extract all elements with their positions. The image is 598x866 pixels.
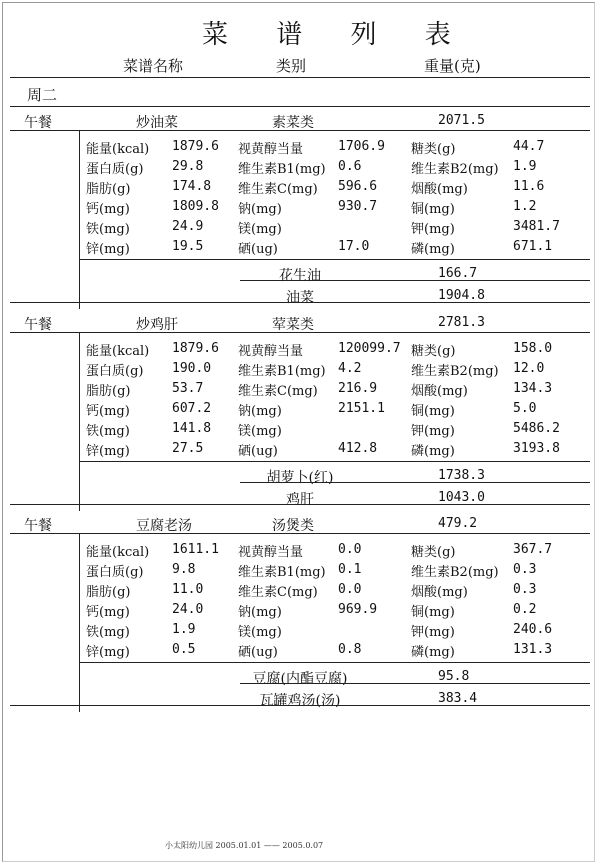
nutrient-value: 0.3 bbox=[513, 562, 537, 577]
nutrient-label: 维生素B1(mg) bbox=[238, 364, 326, 379]
nutrient-label: 维生素C(mg) bbox=[238, 585, 318, 600]
nutrient-label: 镁(mg) bbox=[238, 424, 282, 439]
nutrient-value: 19.5 bbox=[172, 239, 204, 254]
nutrient-value: 1879.6 bbox=[172, 139, 219, 154]
nutrient-rule bbox=[79, 662, 590, 663]
nutrient-value: 240.6 bbox=[513, 622, 553, 637]
day-label: 周二 bbox=[27, 86, 58, 104]
nutrient-value: 0.0 bbox=[338, 542, 362, 557]
dish-category: 素菜类 bbox=[272, 115, 314, 131]
dish-weight: 2781.3 bbox=[438, 315, 485, 330]
nutrient-value: 1879.6 bbox=[172, 341, 219, 356]
nutrient-value: 216.9 bbox=[338, 381, 378, 396]
nutrient-value: 5486.2 bbox=[513, 421, 560, 436]
dish-category: 荤菜类 bbox=[272, 317, 314, 333]
header-category: 类别 bbox=[276, 57, 307, 75]
dish-rule bbox=[80, 332, 590, 333]
nutrient-label: 锌(mg) bbox=[86, 242, 130, 257]
nutrient-value: 0.2 bbox=[513, 602, 537, 617]
nutrient-label: 维生素B2(mg) bbox=[411, 162, 499, 177]
dish-category: 汤煲类 bbox=[272, 518, 314, 534]
nutrient-label: 视黄醇当量 bbox=[238, 545, 304, 560]
nutrient-label: 铁(mg) bbox=[86, 625, 130, 640]
nutrient-value: 1611.1 bbox=[172, 542, 219, 557]
section-end-rule bbox=[10, 705, 590, 706]
ingredient-weight: 383.4 bbox=[438, 691, 478, 706]
header-rule bbox=[10, 77, 590, 78]
nutrient-label: 烟酸(mg) bbox=[411, 182, 468, 197]
footer-text: 小太阳幼儿园 2005.01.01 —— 2005.0.07 bbox=[165, 841, 324, 850]
nutrient-label: 糖类(g) bbox=[411, 545, 456, 560]
nutrient-value: 24.9 bbox=[172, 219, 204, 234]
nutrient-value: 3481.7 bbox=[513, 219, 560, 234]
nutrient-value: 671.1 bbox=[513, 239, 553, 254]
nutrient-label: 钠(mg) bbox=[238, 404, 282, 419]
nutrient-label: 硒(ug) bbox=[238, 645, 278, 660]
nutrient-value: 4.2 bbox=[338, 361, 362, 376]
section-end-rule bbox=[10, 302, 590, 303]
dish-rule-left bbox=[10, 332, 90, 333]
nutrient-label: 铁(mg) bbox=[86, 222, 130, 237]
nutrient-label: 硒(ug) bbox=[238, 444, 278, 459]
nutrient-value: 0.1 bbox=[338, 562, 362, 577]
nutrient-value: 120099.7 bbox=[338, 341, 401, 356]
nutrient-label: 维生素C(mg) bbox=[238, 384, 318, 399]
ingredient-name: 油菜 bbox=[286, 290, 314, 306]
nutrient-value: 0.5 bbox=[172, 642, 196, 657]
nutrient-label: 烟酸(mg) bbox=[411, 384, 468, 399]
nutrient-value: 2151.1 bbox=[338, 401, 385, 416]
nutrient-value: 190.0 bbox=[172, 361, 212, 376]
nutrient-value: 969.9 bbox=[338, 602, 378, 617]
nutrient-value: 5.0 bbox=[513, 401, 537, 416]
nutrient-label: 糖类(g) bbox=[411, 344, 456, 359]
nutrient-label: 磷(mg) bbox=[411, 444, 455, 459]
ingredient-name: 豆腐(内酯豆腐) bbox=[252, 671, 348, 687]
nutrient-label: 锌(mg) bbox=[86, 645, 130, 660]
nutrient-value: 1706.9 bbox=[338, 139, 385, 154]
nutrient-value: 11.0 bbox=[172, 582, 204, 597]
nutrient-value: 44.7 bbox=[513, 139, 545, 154]
nutrient-value: 27.5 bbox=[172, 441, 204, 456]
nutrient-value: 0.0 bbox=[338, 582, 362, 597]
dish-name: 炒油菜 bbox=[136, 115, 178, 131]
nutrient-value: 174.8 bbox=[172, 179, 212, 194]
nutrient-label: 钠(mg) bbox=[238, 605, 282, 620]
ingredient-weight: 1738.3 bbox=[438, 468, 485, 483]
nutrient-value: 53.7 bbox=[172, 381, 204, 396]
nutrient-block-divider bbox=[79, 333, 80, 511]
nutrient-label: 铜(mg) bbox=[411, 202, 455, 217]
meal-label: 午餐 bbox=[24, 115, 52, 131]
nutrient-label: 铜(mg) bbox=[411, 404, 455, 419]
nutrient-label: 锌(mg) bbox=[86, 444, 130, 459]
nutrient-label: 视黄醇当量 bbox=[238, 142, 304, 157]
nutrient-label: 维生素B1(mg) bbox=[238, 565, 326, 580]
nutrient-label: 钾(mg) bbox=[411, 424, 455, 439]
nutrient-value: 0.6 bbox=[338, 159, 362, 174]
nutrient-label: 能量(kcal) bbox=[86, 344, 150, 359]
nutrient-label: 烟酸(mg) bbox=[411, 585, 468, 600]
meal-label: 午餐 bbox=[24, 518, 52, 534]
nutrient-label: 钠(mg) bbox=[238, 202, 282, 217]
nutrient-value: 3193.8 bbox=[513, 441, 560, 456]
nutrient-value: 1809.8 bbox=[172, 199, 219, 214]
nutrient-label: 钾(mg) bbox=[411, 625, 455, 640]
nutrient-label: 脂肪(g) bbox=[86, 585, 131, 600]
ingredient-name: 花生油 bbox=[279, 268, 321, 284]
nutrient-block-divider bbox=[79, 131, 80, 309]
nutrient-label: 钙(mg) bbox=[86, 202, 130, 217]
dish-rule-left bbox=[10, 533, 90, 534]
meal-label: 午餐 bbox=[24, 317, 52, 333]
dish-name: 炒鸡肝 bbox=[136, 317, 178, 333]
ingredient-name: 鸡肝 bbox=[286, 492, 314, 508]
nutrient-label: 能量(kcal) bbox=[86, 142, 150, 157]
nutrient-value: 134.3 bbox=[513, 381, 553, 396]
nutrient-value: 9.8 bbox=[172, 562, 196, 577]
nutrient-label: 蛋白质(g) bbox=[86, 565, 144, 580]
nutrient-value: 412.8 bbox=[338, 441, 378, 456]
nutrient-label: 视黄醇当量 bbox=[238, 344, 304, 359]
ingredient-rule bbox=[240, 482, 590, 483]
nutrient-label: 蛋白质(g) bbox=[86, 364, 144, 379]
dish-weight: 2071.5 bbox=[438, 113, 485, 128]
page-title: 菜 谱 列 表 bbox=[202, 20, 471, 50]
nutrient-label: 脂肪(g) bbox=[86, 182, 131, 197]
nutrient-value: 29.8 bbox=[172, 159, 204, 174]
nutrient-value: 1.2 bbox=[513, 199, 537, 214]
nutrient-value: 17.0 bbox=[338, 239, 370, 254]
nutrient-label: 维生素B1(mg) bbox=[238, 162, 326, 177]
nutrient-label: 钙(mg) bbox=[86, 404, 130, 419]
nutrient-label: 钙(mg) bbox=[86, 605, 130, 620]
nutrient-value: 11.6 bbox=[513, 179, 545, 194]
nutrient-label: 磷(mg) bbox=[411, 645, 455, 660]
dish-rule bbox=[80, 533, 590, 534]
nutrient-value: 1.9 bbox=[513, 159, 537, 174]
nutrient-block-divider bbox=[79, 534, 80, 712]
nutrient-label: 铜(mg) bbox=[411, 605, 455, 620]
nutrient-label: 维生素B2(mg) bbox=[411, 364, 499, 379]
nutrient-label: 维生素B2(mg) bbox=[411, 565, 499, 580]
ingredient-rule bbox=[240, 280, 590, 281]
nutrient-label: 维生素C(mg) bbox=[238, 182, 318, 197]
dish-rule-left bbox=[10, 130, 90, 131]
nutrient-label: 铁(mg) bbox=[86, 424, 130, 439]
nutrient-label: 镁(mg) bbox=[238, 625, 282, 640]
ingredient-name: 胡萝卜(红) bbox=[266, 470, 334, 486]
nutrient-label: 能量(kcal) bbox=[86, 545, 150, 560]
nutrient-label: 硒(ug) bbox=[238, 242, 278, 257]
nutrient-label: 钾(mg) bbox=[411, 222, 455, 237]
ingredient-weight: 95.8 bbox=[438, 669, 470, 684]
nutrient-label: 镁(mg) bbox=[238, 222, 282, 237]
nutrient-value: 158.0 bbox=[513, 341, 553, 356]
nutrient-value: 607.2 bbox=[172, 401, 212, 416]
ingredient-name: 瓦罐鸡汤(汤) bbox=[259, 693, 341, 709]
day-rule bbox=[10, 106, 590, 107]
dish-weight: 479.2 bbox=[438, 516, 478, 531]
nutrient-rule bbox=[79, 461, 590, 462]
ingredient-weight: 1043.0 bbox=[438, 490, 485, 505]
nutrient-label: 脂肪(g) bbox=[86, 384, 131, 399]
nutrient-value: 930.7 bbox=[338, 199, 378, 214]
nutrient-value: 24.0 bbox=[172, 602, 204, 617]
nutrient-label: 磷(mg) bbox=[411, 242, 455, 257]
nutrient-value: 0.3 bbox=[513, 582, 537, 597]
dish-rule bbox=[80, 130, 590, 131]
nutrient-value: 12.0 bbox=[513, 361, 545, 376]
nutrient-value: 141.8 bbox=[172, 421, 212, 436]
section-end-rule bbox=[10, 504, 590, 505]
ingredient-weight: 166.7 bbox=[438, 266, 478, 281]
nutrient-value: 367.7 bbox=[513, 542, 553, 557]
nutrient-rule bbox=[79, 259, 590, 260]
ingredient-rule bbox=[240, 683, 590, 684]
nutrient-value: 596.6 bbox=[338, 179, 378, 194]
nutrient-label: 蛋白质(g) bbox=[86, 162, 144, 177]
nutrient-value: 1.9 bbox=[172, 622, 196, 637]
header-weight: 重量(克) bbox=[424, 57, 481, 75]
nutrient-value: 131.3 bbox=[513, 642, 553, 657]
header-dish-name: 菜谱名称 bbox=[123, 57, 184, 75]
dish-name: 豆腐老汤 bbox=[136, 518, 192, 534]
nutrient-value: 0.8 bbox=[338, 642, 362, 657]
ingredient-weight: 1904.8 bbox=[438, 288, 485, 303]
nutrient-label: 糖类(g) bbox=[411, 142, 456, 157]
